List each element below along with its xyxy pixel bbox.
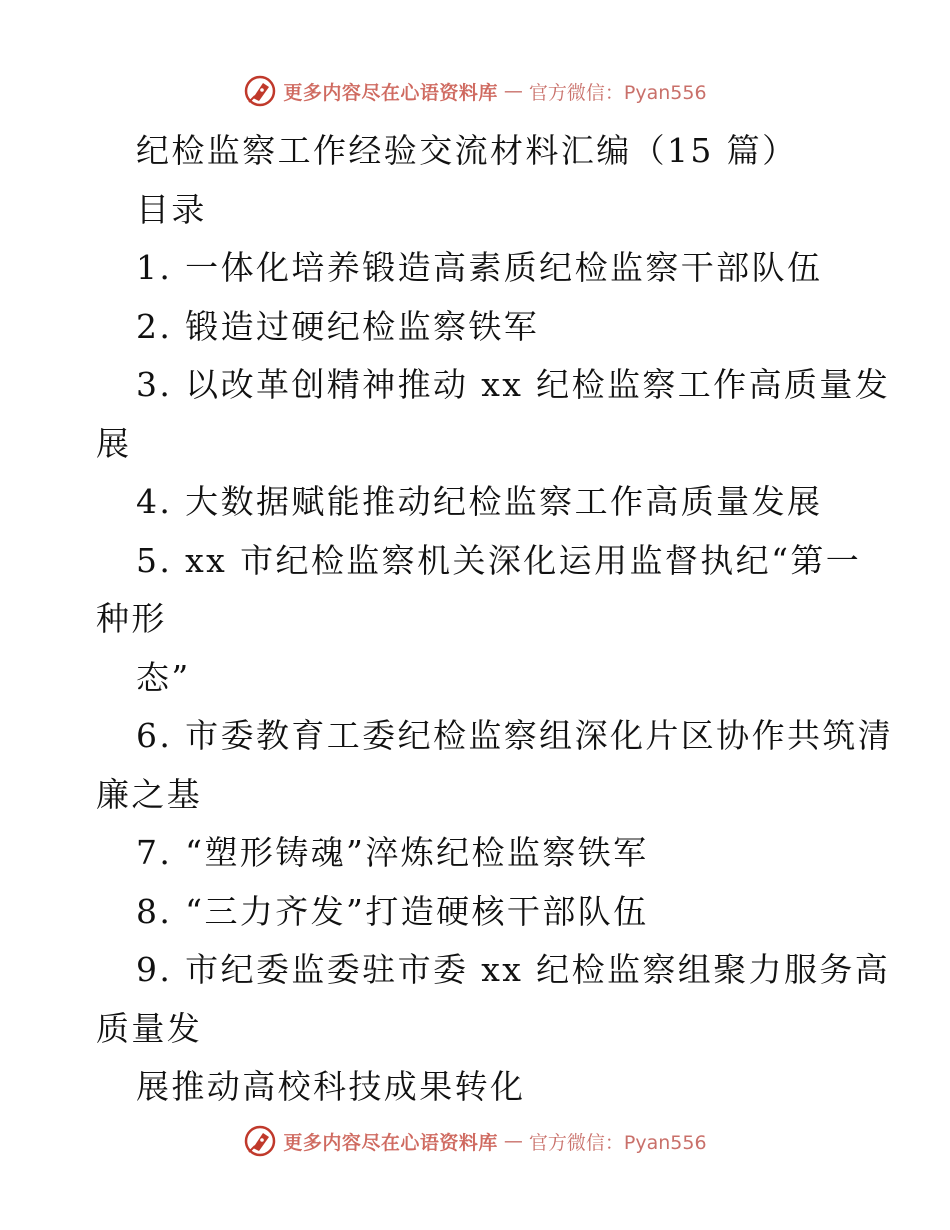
document-body	[96, 122, 894, 1117]
document-title: 纪检监察工作经验交流材料汇编（15 篇）	[136, 131, 798, 170]
toc-item-9: 9. 市纪委监委驻市委 xx 纪检监察组聚力服务高	[136, 950, 891, 989]
toc-item-3-continued: 展	[96, 423, 132, 463]
pen-nib-logo-icon	[243, 74, 277, 108]
toc-item-8: 8. “三力齐发”打造硬核干部队伍	[136, 891, 649, 931]
toc-item-5: 5. xx 市纪检监察机关深化运用监督执纪“第一	[136, 540, 862, 580]
toc-item-6: 6. 市委教育工委纪检监察组深化片区协作共筑清	[136, 716, 894, 755]
toc-item-9-continued-2: 展推动高校科技成果转化	[136, 1067, 526, 1106]
watermark-separator: —	[503, 1130, 523, 1152]
toc-item-5-continued: 种形	[96, 599, 167, 638]
toc-item-9-continued: 质量发	[96, 1008, 203, 1048]
watermark-wechat: 官方微信：Pyan556	[528, 1131, 707, 1154]
toc-item-5-continued-2: 态”	[136, 657, 191, 697]
toc-item-3: 3. 以改革创精神推动 xx 纪检监察工作高质量发	[136, 365, 891, 404]
watermark-text: 更多内容尽在心语资料库	[283, 81, 498, 104]
header-watermark	[0, 74, 950, 108]
toc-item-2: 2. 锻造过硬纪检监察铁军	[136, 306, 540, 346]
toc-item-1: 1. 一体化培养锻造高素质纪检监察干部队伍	[136, 248, 823, 287]
toc-item-4: 4. 大数据赋能推动纪检监察工作高质量发展	[136, 482, 823, 521]
footer-watermark	[0, 1124, 950, 1158]
toc-heading: 目录	[136, 189, 207, 229]
watermark-text: 更多内容尽在心语资料库	[283, 1131, 498, 1154]
watermark-separator: —	[503, 80, 523, 102]
watermark-wechat: 官方微信：Pyan556	[528, 81, 707, 104]
pen-nib-logo-icon	[243, 1124, 277, 1158]
toc-item-7: 7. “塑形铸魂”淬炼纪检监察铁军	[136, 833, 649, 872]
toc-item-6-continued: 廉之基	[96, 774, 203, 814]
